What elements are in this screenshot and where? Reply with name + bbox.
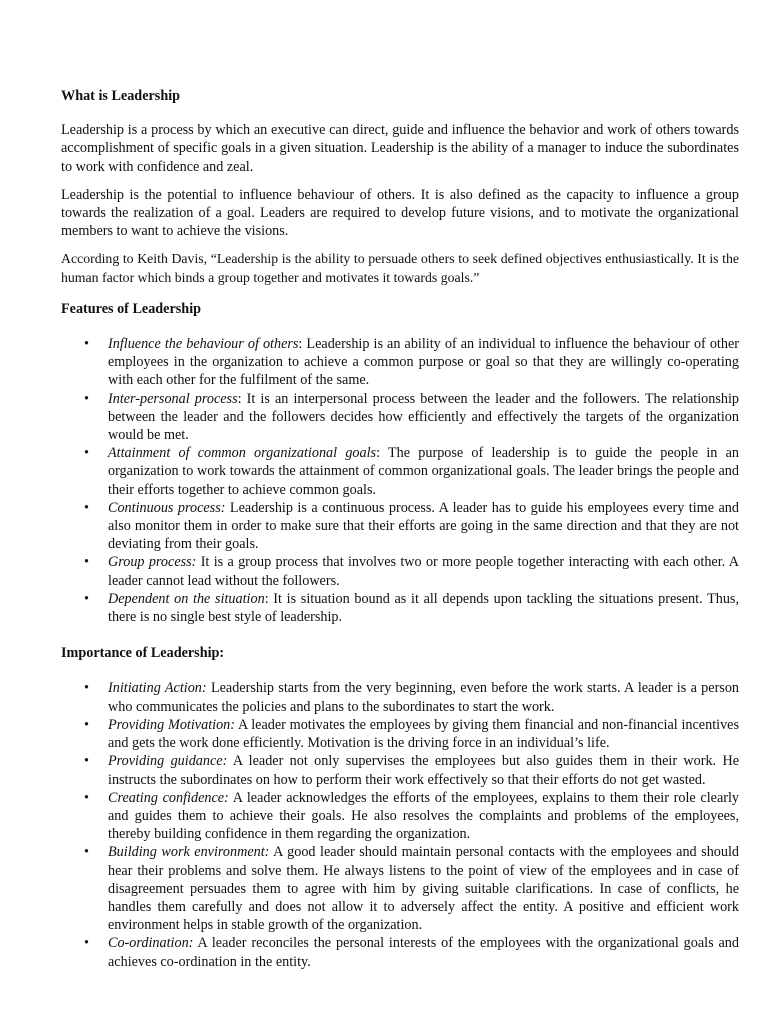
- importance-term: Initiating Action:: [108, 680, 207, 697]
- feature-text: It is a group process that involves two or more people together interacting with each other. A leader cannot lead without the followers.: [108, 554, 739, 589]
- feature-text: Leadership is a continuous process. A leader has to guide his employees every time and also monitor them in order to make sure that their efforts are going in the same direction and that they are not deviating from their goals.: [108, 499, 739, 553]
- list-item: [61, 444, 739, 499]
- document-content: [61, 87, 739, 971]
- list-item: [61, 789, 739, 844]
- feature-term: Inter-personal process: [108, 390, 238, 407]
- importance-term: Co-ordination:: [108, 935, 194, 952]
- feature-text: : It is situation bound as it all depends upon tackling the situations present. Thus, there is no single best style of leadership.: [108, 590, 739, 626]
- feature-text: : Leadership is an ability of an individual to influence the behaviour of other employees in the organization to achieve a common purpose or goal so that they are willingly co-operating with each other for the fulfilment of the same.: [108, 336, 739, 389]
- importance-text: Leadership starts from the very beginning, even before the work starts. A leader is a person who communicates the policies and plans to the subordinates to start the work.: [108, 680, 740, 715]
- feature-term: Group process:: [108, 554, 197, 571]
- paragraph-potential: Leadership is the potential to influence behaviour of others. It is also defined as the capacity to influence a group towards the realization of a goal. Leaders are required to develop future visions, and to motivate the organizational members to want to achieve the visions.: [61, 186, 739, 240]
- list-item: [61, 553, 739, 589]
- feature-term: Continuous process:: [108, 499, 226, 516]
- paragraph-keith-davis-quote: According to Keith Davis, “Leadership is the ability to persuade others to seek defined objectives enthusiastically. It is the human factor which binds a group together and motivates it towards goals.”: [61, 251, 739, 285]
- list-item: [61, 679, 739, 715]
- importance-term: Creating confidence:: [108, 789, 229, 806]
- features-list: [61, 335, 739, 626]
- importance-text: A leader acknowledges the efforts of the employees, explains to them their role clearly and guides them to achieve their goals. He also resolves the complaints and problems of the employees, thereby building confidence in them regarding the organization.: [108, 789, 739, 843]
- heading-what-is-leadership: What is Leadership: [61, 88, 181, 104]
- importance-term: Providing Motivation:: [108, 716, 235, 733]
- list-item: [61, 335, 739, 390]
- list-item: [61, 590, 739, 626]
- importance-text: A good leader should maintain personal contacts with the employees and should hear their problems and solve them. He always listens to the point of view of the employees and in case of disagreement persuades them to agree with him by giving suitable clarifications. In case of conflicts, he handles them carefully and does not allow it to adversely affect the entity. A positive and efficient work environment helps in stable growth of the organization.: [108, 844, 740, 934]
- list-item: [61, 843, 739, 934]
- feature-text: : The purpose of leadership is to guide the people in an organization to work towards the attainment of common organizational goals. The leader brings the people and their efforts together to achieve common goals.: [108, 445, 740, 498]
- heading-importance-of-leadership: Importance of Leadership:: [61, 645, 225, 662]
- paragraph-definition: Leadership is a process by which an executive can direct, guide and influence the behavior and work of others towards accomplishment of specific goals in a given situation. Leadership is the ability of a manager to induce the subordinates to work with confidence and zeal.: [61, 122, 739, 175]
- feature-text: : It is an interpersonal process between the leader and the followers. The relationship between the leader and the followers decides how efficiently and effectively the targets of the organization would be met.: [108, 390, 739, 444]
- feature-term: Dependent on the situation: [108, 590, 265, 607]
- importance-text: A leader not only supervises the employees but also guides them in their work. He instructs the subordinates on how to perform their work effectively so that their efforts do not get wasted.: [108, 753, 739, 788]
- importance-text: A leader motivates the employees by giving them financial and non-financial incentives and gets the work done efficiently. Motivation is the driving force in an individual’s life.: [108, 716, 739, 752]
- list-item: [61, 499, 739, 554]
- list-item: [61, 752, 739, 788]
- importance-term: Building work environment:: [108, 844, 270, 861]
- importance-text: A leader reconciles the personal interests of the employees with the organizational goals and achieves co-ordination in the entity.: [108, 935, 739, 970]
- list-item: [61, 716, 739, 752]
- list-item: [61, 390, 739, 445]
- feature-term: Influence the behaviour of others: [108, 336, 299, 353]
- heading-features-of-leadership: Features of Leadership: [61, 300, 202, 317]
- feature-term: Attainment of common organizational goals: [108, 445, 377, 462]
- importance-list: [61, 679, 739, 970]
- importance-term: Providing guidance:: [108, 753, 228, 770]
- list-item: [61, 934, 739, 970]
